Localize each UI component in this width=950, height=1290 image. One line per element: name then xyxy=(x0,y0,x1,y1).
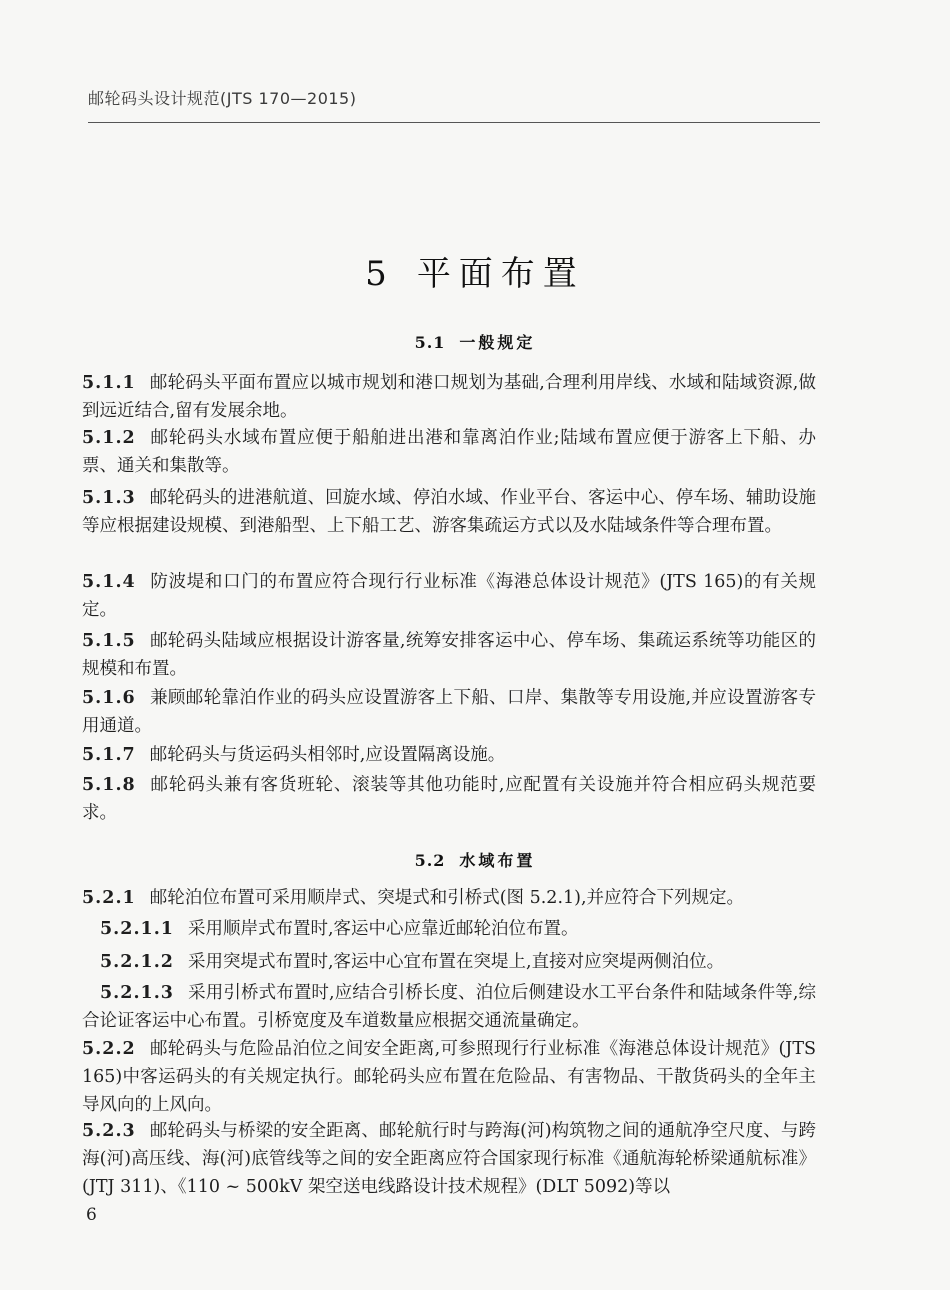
clause-text: 邮轮码头与危险品泊位之间安全距离,可参照现行行业标准《海港总体设计规范》(JTS 165)中客运码头的有关规定执行。邮轮码头应布置在危险品、有害物品、干散货码头的全年主导风向的上风向。 xyxy=(82,1039,816,1115)
clause-text: 防波堤和口门的布置应符合现行行业标准《海港总体设计规范》(JTS 165)的有关规定。 xyxy=(82,572,816,620)
clause-text: 邮轮码头陆域应根据设计游客量,统筹安排客运中心、停车场、集疏运系统等功能区的规模和布置。 xyxy=(82,631,816,679)
clause-number: 5.1.7 xyxy=(82,745,136,765)
section-title-text: 一般规定 xyxy=(459,333,536,352)
page-number: 6 xyxy=(86,1205,97,1225)
clause-number: 5.1.3 xyxy=(82,488,136,508)
clause-5-1-3 xyxy=(82,484,816,540)
section-title-5-1 xyxy=(0,330,950,353)
clause-text: 邮轮码头兼有客货班轮、滚装等其他功能时,应配置有关设施并符合相应码头规范要求。 xyxy=(82,775,816,823)
chapter-title-text: 平面布置 xyxy=(416,254,585,294)
clause-5-1-2 xyxy=(82,424,816,480)
clause-text: 邮轮码头平面布置应以城市规划和港口规划为基础,合理利用岸线、水域和陆域资源,做到远近结合,留有发展余地。 xyxy=(82,373,816,421)
chapter-number: 5 xyxy=(365,254,395,294)
clause-text: 采用突堤式布置时,客运中心宜布置在突堤上,直接对应突堤两侧泊位。 xyxy=(187,952,725,972)
clause-text: 兼顾邮轮靠泊作业的码头应设置游客上下船、口岸、集散等专用设施,并应设置游客专用通道。 xyxy=(82,688,816,736)
clause-number: 5.1.5 xyxy=(82,631,136,651)
clause-5-2-1 xyxy=(82,884,816,912)
clause-5-1-8 xyxy=(82,771,816,827)
clause-number: 5.1.2 xyxy=(82,428,136,448)
clause-5-2-1-3 xyxy=(82,979,816,1035)
clause-5-2-2 xyxy=(82,1035,816,1119)
clause-number: 5.2.1.1 xyxy=(100,919,174,939)
clause-number: 5.2.1 xyxy=(82,888,136,908)
clause-number: 5.2.1.3 xyxy=(100,983,174,1003)
header-rule xyxy=(88,122,820,123)
clause-5-2-3 xyxy=(82,1117,816,1201)
section-title-5-2 xyxy=(0,848,950,871)
clause-text: 邮轮码头水域布置应便于船舶进出港和靠离泊作业;陆域布置应便于游客上下船、办票、通关和集散等。 xyxy=(82,428,816,476)
clause-number: 5.2.1.2 xyxy=(100,952,174,972)
clause-text: 邮轮码头的进港航道、回旋水域、停泊水域、作业平台、客运中心、停车场、辅助设施等应根据建设规模、到港船型、上下船工艺、游客集疏运方式以及水陆域条件等合理布置。 xyxy=(82,488,816,536)
clause-5-2-1-2 xyxy=(82,948,816,976)
clause-number: 5.2.3 xyxy=(82,1121,136,1141)
section-title-text: 水域布置 xyxy=(459,851,536,870)
clause-text: 邮轮码头与货运码头相邻时,应设置隔离设施。 xyxy=(149,745,506,765)
running-header: 邮轮码头设计规范(JTS 170—2015) xyxy=(88,89,357,108)
clause-number: 5.1.4 xyxy=(82,572,136,592)
clause-5-2-1-1 xyxy=(82,915,816,943)
clause-number: 5.2.2 xyxy=(82,1039,136,1059)
clause-text: 邮轮码头与桥梁的安全距离、邮轮航行时与跨海(河)构筑物之间的通航净空尺度、与跨海(河)高压线、海(河)底管线等之间的安全距离应符合国家现行标准《通航海轮桥梁通航标准》(JTJ 311)、《110 ~ 500kV 架空送电线路设计技术规程》(DLT 5092)等以 xyxy=(82,1121,816,1197)
clause-number: 5.1.1 xyxy=(82,373,136,393)
section-number: 5.2 xyxy=(414,851,446,870)
clause-5-1-4 xyxy=(82,568,816,624)
clause-number: 5.1.6 xyxy=(82,688,136,708)
clause-text: 邮轮泊位布置可采用顺岸式、突堤式和引桥式(图 5.2.1),并应符合下列规定。 xyxy=(149,888,745,908)
clause-5-1-1 xyxy=(82,369,816,425)
clause-5-1-5 xyxy=(82,627,816,683)
chapter-title xyxy=(0,246,950,295)
clause-text: 采用顺岸式布置时,客运中心应靠近邮轮泊位布置。 xyxy=(187,919,579,939)
clause-5-1-6 xyxy=(82,684,816,740)
section-number: 5.1 xyxy=(414,333,446,352)
clause-text: 采用引桥式布置时,应结合引桥长度、泊位后侧建设水工平台条件和陆域条件等,综合论证客运中心布置。引桥宽度及车道数量应根据交通流量确定。 xyxy=(82,983,816,1031)
clause-number: 5.1.8 xyxy=(82,775,136,795)
clause-5-1-7 xyxy=(82,741,816,769)
